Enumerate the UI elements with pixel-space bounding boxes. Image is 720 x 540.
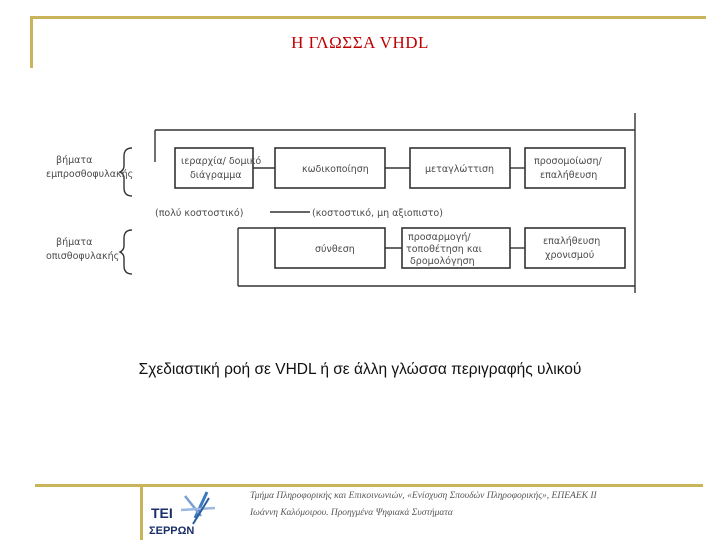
box-simulate <box>525 148 625 188</box>
box-fitting-label-2: τοποθέτηση και <box>406 244 482 255</box>
box-timing-label-1: επαλήθευση <box>543 236 601 247</box>
box-hierarchy-label-1: ιεραρχία/ δομικό <box>181 156 262 167</box>
box-timing-label-2: χρονισμού <box>545 250 595 261</box>
annotation-very-costly: (πολύ κοστοστικό) <box>155 208 244 219</box>
design-flow-diagram <box>40 108 640 298</box>
bottom-decor-line <box>35 484 703 487</box>
box-compile-label: μεταγλώττιση <box>425 164 495 175</box>
logo-text-1: ΤΕΙ <box>151 505 173 521</box>
box-coding-label: κωδικοποίηση <box>302 164 369 175</box>
box-timing <box>525 228 625 268</box>
box-fitting-label-3: δρομολόγηση <box>410 256 475 267</box>
slide-caption: Σχεδιαστική ροή σε VHDL ή σε άλλη γλώσσα περιγραφής υλικού <box>138 361 582 378</box>
label-back-2: οπισθοφυλακής <box>46 251 120 262</box>
footer-line-2: Ιωάννη Καλόμοιρου. Προηγμένα Ψηφιακά Συστήματα <box>250 508 453 518</box>
bottom-decor-vertical <box>140 484 143 540</box>
logo-star-icon <box>181 492 215 524</box>
tei-serres-logo <box>145 488 240 540</box>
label-front-1: βήματα <box>56 155 93 166</box>
box-synthesis-label: σύνθεση <box>315 244 355 255</box>
box-fitting-label-1: προσαρμογή/ <box>408 232 471 243</box>
back-brace <box>120 230 132 274</box>
label-front-2: εμπροσθοφυλακής <box>46 169 134 180</box>
box-hierarchy <box>175 148 253 188</box>
slide-title: Η ΓΛΩΣΣΑ VHDL <box>291 33 429 52</box>
label-back-1: βήματα <box>56 237 93 248</box>
logo-text-2: ΣΕΡΡΩΝ <box>149 525 195 537</box>
box-simulate-label-1: προσομοίωση/ <box>534 156 602 167</box>
box-hierarchy-label-2: διάγραμμα <box>190 170 242 181</box>
top-decor-line <box>30 16 706 19</box>
box-simulate-label-2: επαλήθευση <box>540 170 598 181</box>
footer-line-1: Τμήμα Πληροφορικής και Επικοινωνιών, «Ενίσχυση Σπουδών Πληροφορικής», ΕΠΕΑΕΚ ΙΙ <box>250 491 597 501</box>
annotation-costly: (κοστοστικό, μη αξιοπιστο) <box>312 208 443 219</box>
